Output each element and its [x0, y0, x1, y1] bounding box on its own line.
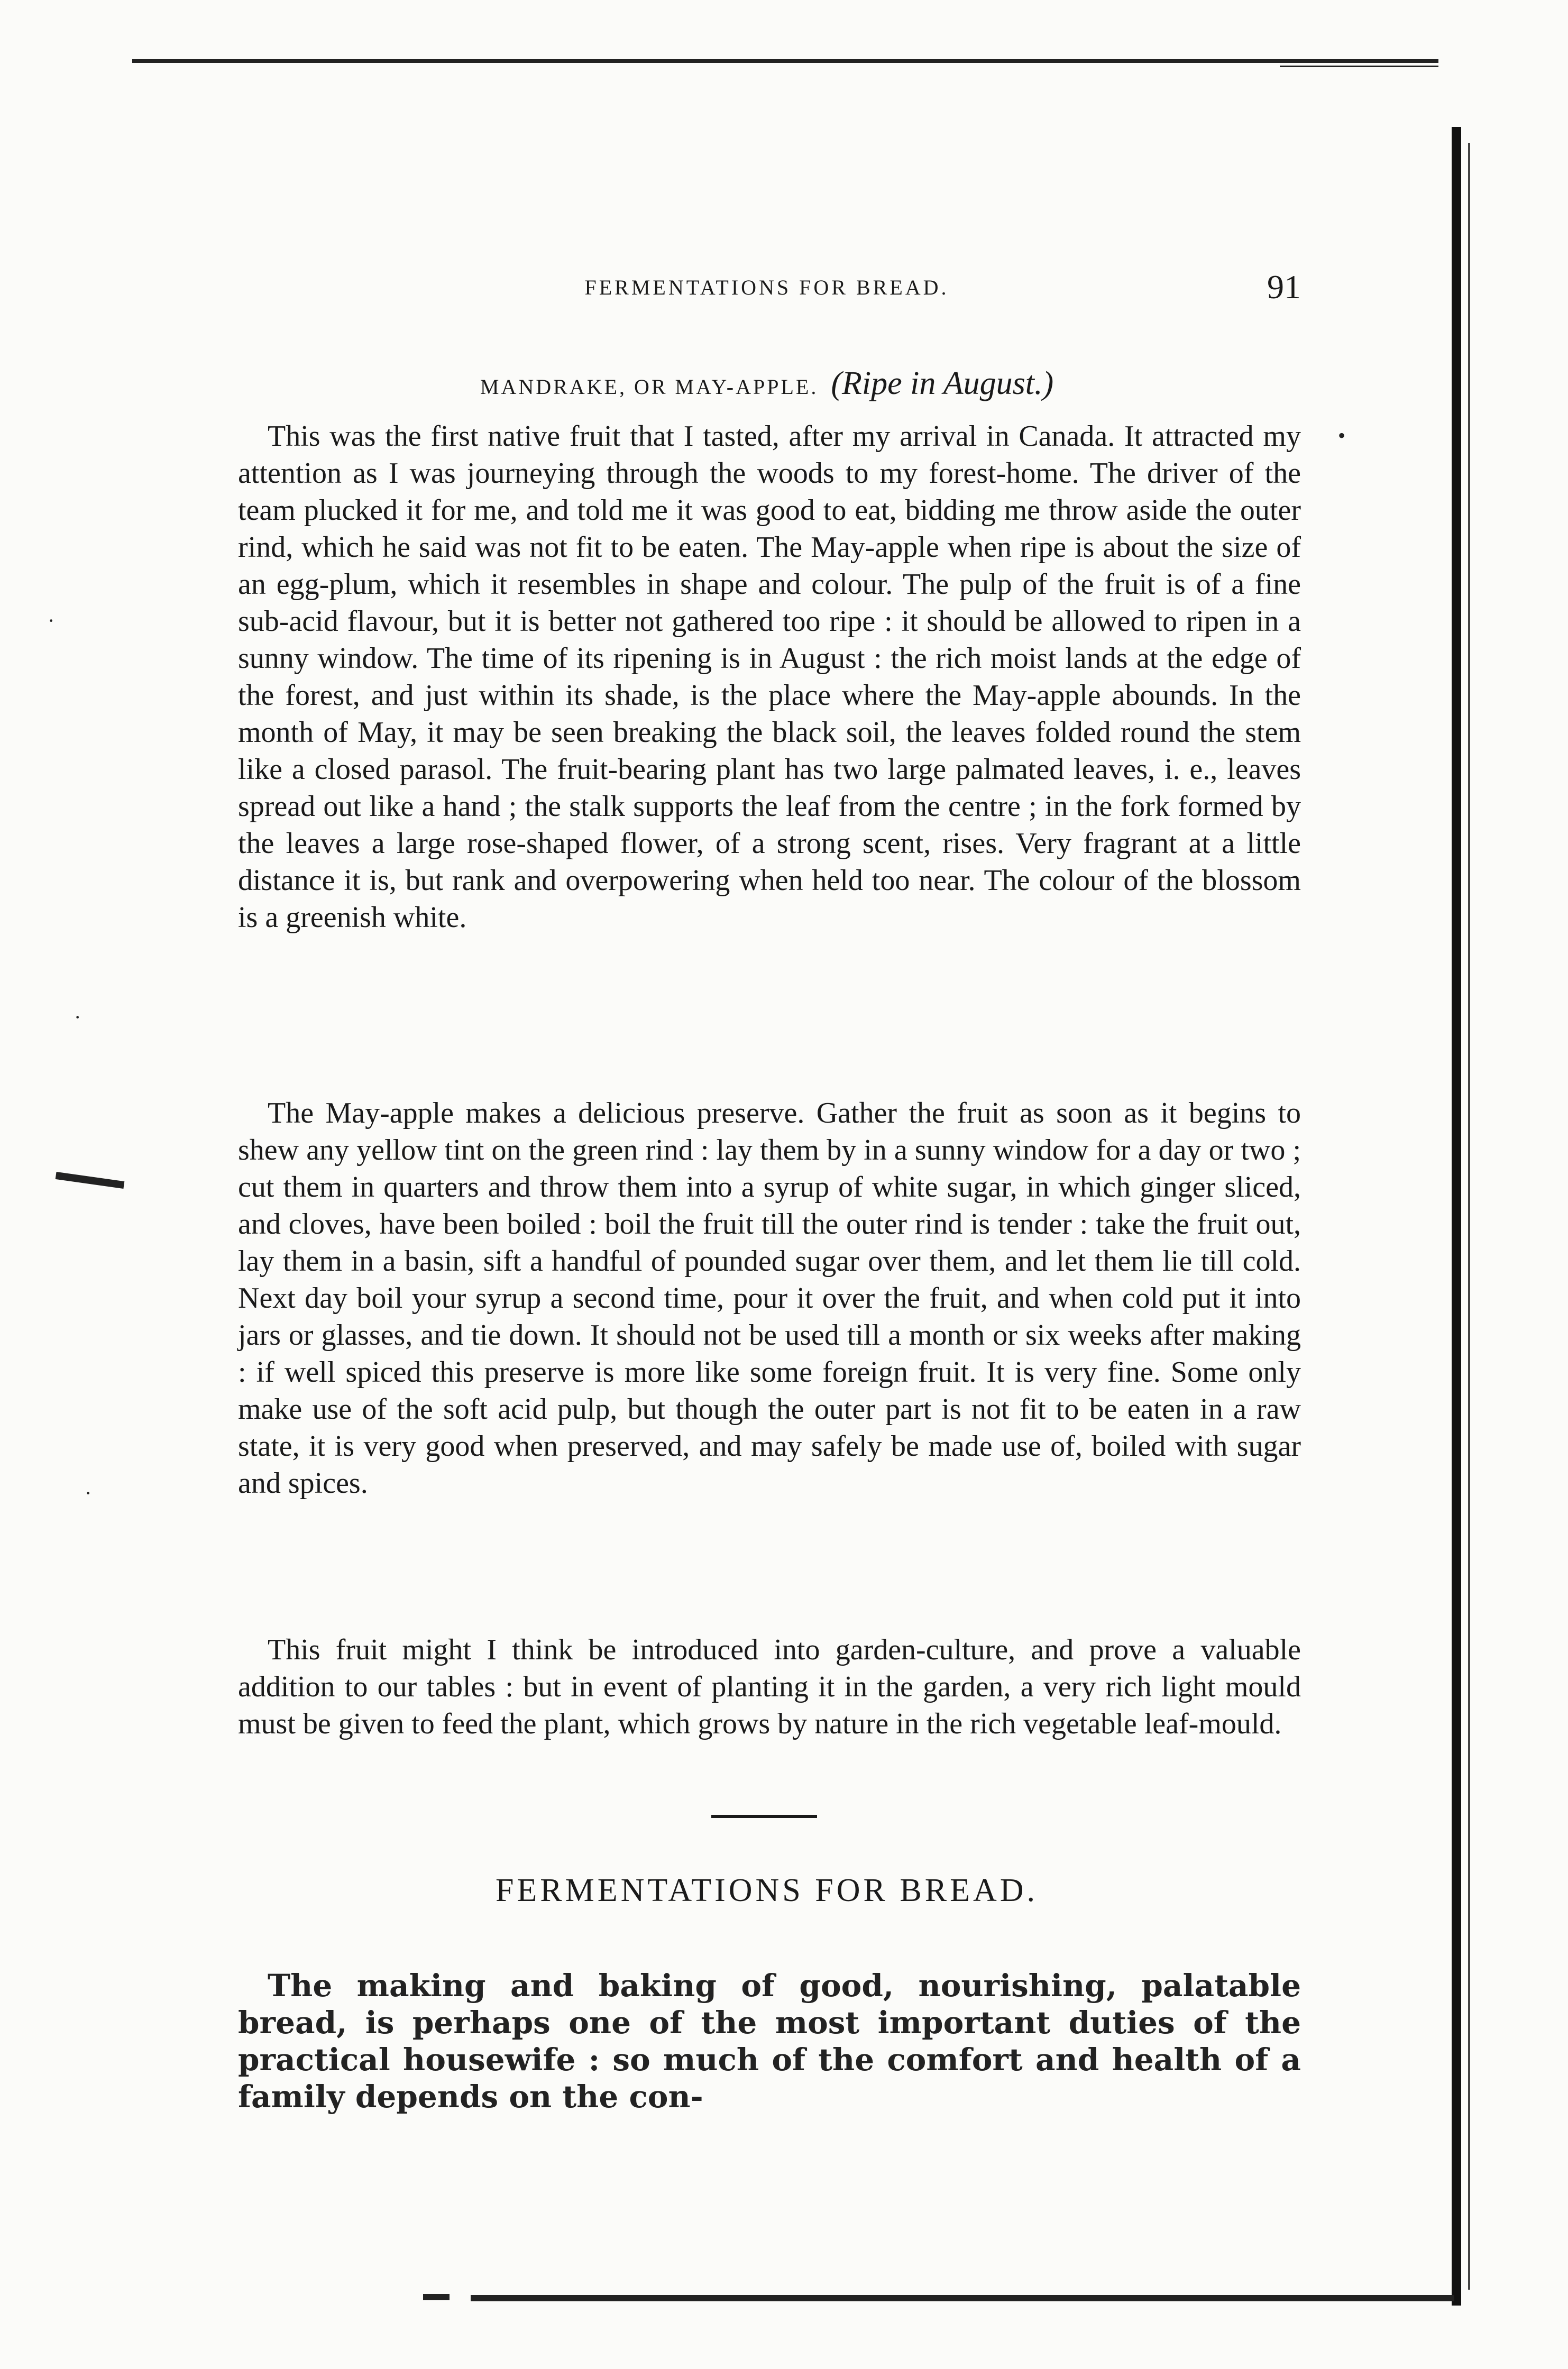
scan-edge-line [1468, 143, 1470, 2290]
paragraph-description: This was the first native fruit that I tasted, after my arrival in Canada. It attracted my attention as I was journeying through the woods to my forest-home. The driver of the team plucked it for me, and told me it was good to eat, bidding me throw aside the outer rind, which he said was not fit to be eaten. The May-apple when ripe is about the size of an egg-plum, which it resembles in shape and colour. The pulp of the fruit is of a fine sub-acid flavour, but it is better not gathered too ripe : it should be allowed to ripen in a sunny window. The time of its ripening is in August : the rich moist lands at the edge of the forest, and just within its shade, is the place where the May-apple abounds. In the month of May, it may be seen breaking the black soil, the leaves folded round the stem like a closed parasol. The fruit-bearing plant has two large palmated leaves, i. e., leaves spread out like a hand ; the stalk supports the leaf from the centre ; in the fork formed by the leaves a large rose-shaped flower, of a strong scent, rises. Very fragrant at a little distance it is, but rank and overpowering when held too near. The colour of the blossom is a greenish white. [238, 420, 1301, 934]
paragraph-bread-opening: The making and baking of good, nourishing, palatable bread, is perhaps one of the most important duties of the practical housewife : so much of the comfort and health of a family depends on the con- [238, 1968, 1301, 2115]
running-head [233, 268, 1301, 317]
margin-speck: • [1338, 424, 1346, 447]
section-divider [711, 1815, 817, 1818]
paragraph-cultivation: This fruit might I think be introduced into garden-culture, and prove a valuable addition to our tables : but in event of planting it in the garden, a very rich light mould must be given to feed the plant, which grows by nature in the rich vegetable leaf-mould. [238, 1633, 1301, 1740]
scan-bottom-dash [423, 2294, 450, 2300]
paragraph-preserve: The May-apple makes a delicious preserve. Gather the fruit as soon as it begins to shew any yellow tint on the green rind : lay them by in a sunny window for a day or two ; cut them in quarters and throw them into a syrup of white sugar, in which ginger sliced, and cloves, have been boiled : boil the fruit till the outer rind is tender : take the fruit out, lay them in a basin, sift a handful of pounded sugar over them, and let them lie till cold. Next day boil your syrup a second time, pour it over the fruit, and when cold put it into jars or glasses, and tie down. It should not be used till a month or six weeks after making : if well spiced this preserve is more like some foreign fruit. It is very fine. Some only make use of the soft acid pulp, but though the outer part is not fit to be eaten in a raw state, it is very good when preserved, and may safely be made use of, boiled with sugar and spices. [238, 1097, 1301, 1500]
margin-speck: · [85, 1481, 92, 1505]
scan-bottom-rule [471, 2295, 1454, 2301]
next-section-title: FERMENTATIONS FOR BREAD. [495, 1872, 1039, 1908]
scan-margin-blot [56, 1172, 125, 1189]
section-heading [233, 365, 1301, 402]
scan-edge-bar [1452, 127, 1461, 2306]
section-note: (Ripe in August.) [831, 365, 1054, 401]
scan-top-rule [132, 59, 1438, 63]
margin-speck: · [48, 609, 55, 632]
running-title: FERMENTATIONS FOR BREAD. [584, 276, 949, 299]
section-title: MANDRAKE, OR MAY-APPLE. [480, 375, 819, 399]
scan-top-rule-dash [1280, 66, 1438, 67]
margin-speck: · [74, 1005, 81, 1029]
page-number: 91 [1267, 268, 1301, 306]
